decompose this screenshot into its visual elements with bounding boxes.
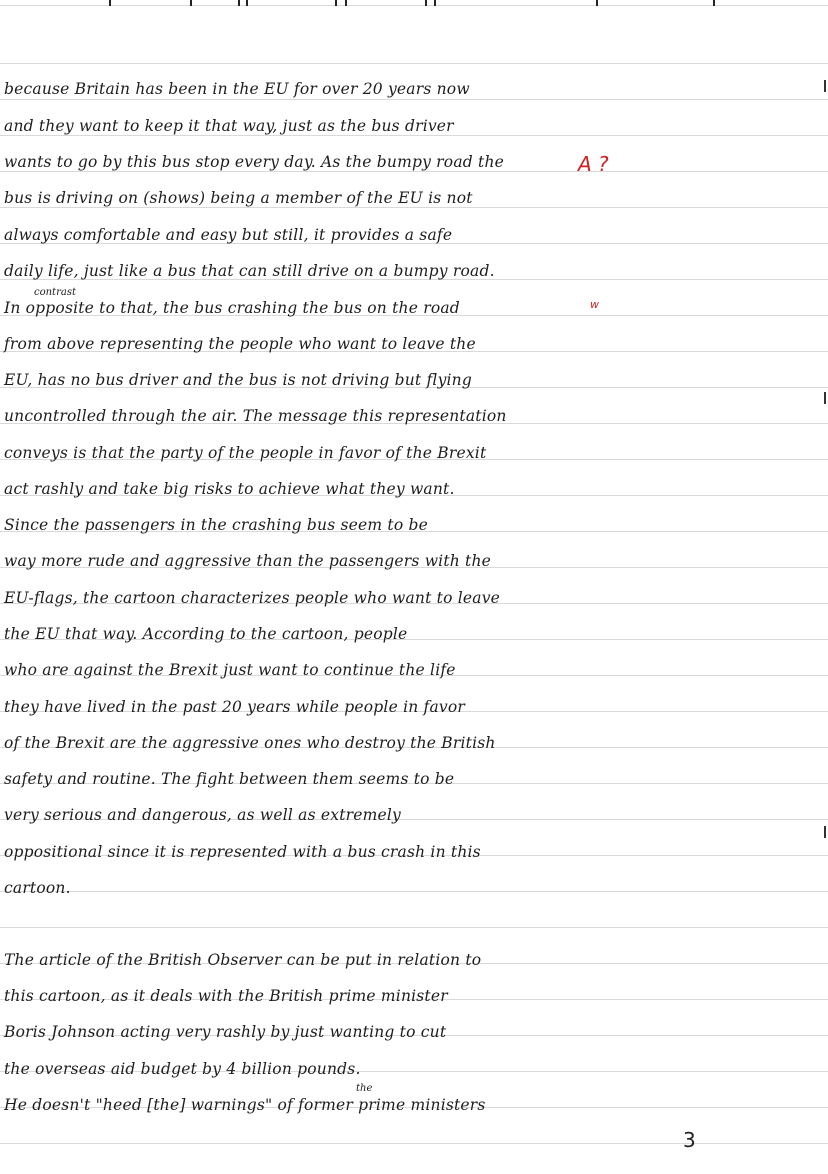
text-line: because Britain has been in the EU for over 20 years now: [4, 80, 470, 98]
text-line: In opposite to that, the bus crashing the bus on the road: [4, 299, 460, 317]
text-line: the overseas aid budget by 4 billion pounds.: [4, 1060, 361, 1078]
correction-the: the: [356, 1083, 373, 1094]
text-line: wants to go by this bus stop every day. As the bumpy road the: [4, 153, 504, 171]
text-line: He doesn't "heed [the] warnings" of former prime ministers: [4, 1096, 486, 1114]
text-line: from above representing the people who want to leave the: [4, 335, 476, 353]
edge-mark: [824, 80, 826, 92]
text-line: very serious and dangerous, as well as extremely: [4, 806, 401, 824]
edge-mark: [824, 826, 826, 838]
page-number: 3: [683, 1128, 696, 1152]
text-line: always comfortable and easy but still, it provides a safe: [4, 226, 453, 244]
text-line: The article of the British Observer can be put in relation to: [4, 951, 482, 969]
text-line: daily life, just like a bus that can still drive on a bumpy road.: [4, 262, 495, 280]
edge-mark: [824, 392, 826, 404]
text-line: Boris Johnson acting very rashly by just wanting to cut: [4, 1023, 447, 1041]
text-line: who are against the Brexit just want to continue the life: [4, 661, 456, 679]
text-line: oppositional since it is represented with a bus crash in this: [4, 843, 481, 861]
margin-note-a-question: A ?: [578, 152, 609, 176]
text-line: of the Brexit are the aggressive ones who destroy the British: [4, 734, 496, 752]
text-line: this cartoon, as it deals with the British prime minister: [4, 987, 448, 1005]
text-line: Since the passengers in the crashing bus seem to be: [4, 516, 428, 534]
text-line: the EU that way. According to the cartoon, people: [4, 625, 408, 643]
text-line: and they want to keep it that way, just as the bus driver: [4, 117, 454, 135]
text-line: act rashly and take big risks to achieve what they want.: [4, 480, 455, 498]
text-line: bus is driving on (shows) being a member of the EU is not: [4, 189, 473, 207]
text-line: uncontrolled through the air. The message this representation: [4, 407, 507, 425]
text-line: safety and routine. The fight between them seems to be: [4, 770, 455, 788]
text-line: EU, has no bus driver and the bus is not driving but flying: [4, 371, 472, 389]
correction-contrast: contrast: [34, 287, 76, 298]
text-line: they have lived in the past 20 years while people in favor: [4, 698, 466, 716]
text-line: way more rude and aggressive than the passengers with the: [4, 552, 492, 570]
text-line: EU-flags, the cartoon characterizes people who want to leave: [4, 589, 501, 607]
text-line: conveys is that the party of the people in favor of the Brexit: [4, 444, 487, 462]
text-line: cartoon.: [4, 879, 71, 897]
margin-note-w: w: [590, 298, 599, 311]
